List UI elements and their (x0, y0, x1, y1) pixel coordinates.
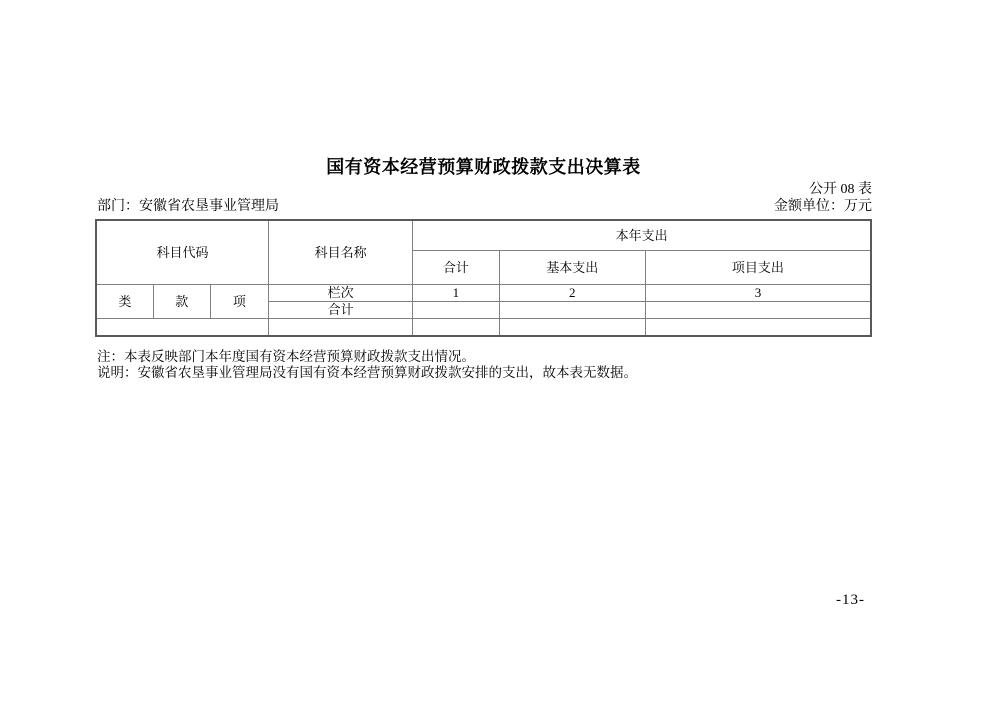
subcol-item: 项 (210, 284, 268, 318)
header-subject-code: 科目代码 (96, 220, 268, 284)
department-label: 部门：安徽省农垦事业管理局 (97, 199, 279, 214)
page-number: -13- (836, 592, 865, 608)
header-total: 合计 (413, 250, 499, 284)
page-title: 国有资本经营预算财政拨款支出决算表 (326, 157, 641, 178)
row-total-value-project (645, 301, 871, 318)
index-col-1: 1 (413, 284, 499, 301)
unit-label: 金额单位：万元 (774, 199, 872, 214)
expenditure-table (95, 219, 872, 337)
empty-value-project (645, 318, 871, 336)
subcol-category: 类 (96, 284, 153, 318)
subcol-section: 款 (153, 284, 210, 318)
meta-line (95, 198, 872, 215)
table-code-label: 公开 08 表 (809, 182, 872, 197)
index-row-label: 栏次 (268, 284, 412, 301)
table-note: 注：本表反映部门本年度国有资本经营预算财政拨款支出情况。 (97, 349, 475, 364)
empty-name-cell (268, 318, 412, 336)
row-total-value-basic (499, 301, 645, 318)
header-subject-name: 科目名称 (268, 220, 412, 284)
empty-value-basic (499, 318, 645, 336)
header-project-expenditure: 项目支出 (645, 250, 871, 284)
row-total-label: 合计 (268, 301, 412, 318)
empty-value-total (413, 318, 499, 336)
index-col-3: 3 (645, 284, 871, 301)
row-total-value-total (413, 301, 499, 318)
header-basic-expenditure: 基本支出 (499, 250, 645, 284)
index-col-2: 2 (499, 284, 645, 301)
index-row (96, 284, 871, 301)
table-row-empty (96, 318, 871, 336)
empty-code-cell (96, 318, 268, 336)
table-remark: 说明：安徽省农垦事业管理局没有国有资本经营预算财政拨款安排的支出，故本表无数据。 (97, 365, 637, 380)
header-row-1 (96, 220, 871, 250)
header-year-expenditure: 本年支出 (413, 220, 871, 250)
